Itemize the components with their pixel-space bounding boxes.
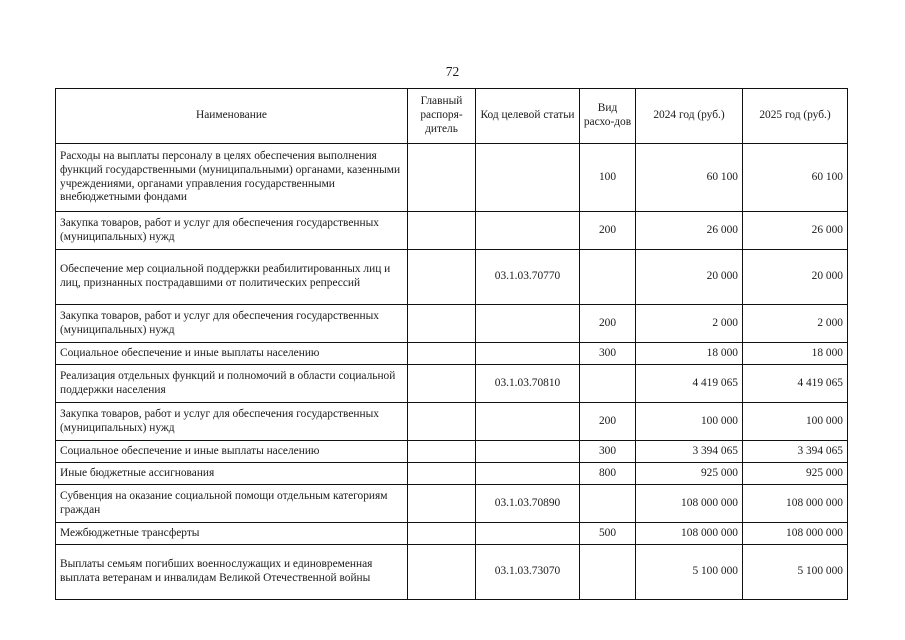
cell-admin xyxy=(408,403,476,441)
table-row xyxy=(56,144,848,212)
cell-admin xyxy=(408,250,476,305)
cell-name: Закупка товаров, работ и услуг для обеспечения государственных (муниципальных) нужд xyxy=(56,305,408,343)
cell-type: 100 xyxy=(580,144,636,212)
cell-2024: 108 000 000 xyxy=(636,485,743,523)
cell-type: 300 xyxy=(580,343,636,365)
cell-name: Иные бюджетные ассигнования xyxy=(56,463,408,485)
cell-2024: 18 000 xyxy=(636,343,743,365)
cell-admin xyxy=(408,343,476,365)
cell-code xyxy=(476,305,580,343)
budget-table xyxy=(55,88,848,600)
cell-admin xyxy=(408,305,476,343)
header-admin: Главный распоря-дитель xyxy=(408,89,476,144)
cell-2024: 2 000 xyxy=(636,305,743,343)
cell-code xyxy=(476,523,580,545)
table-row xyxy=(56,250,848,305)
cell-code xyxy=(476,403,580,441)
table-row xyxy=(56,365,848,403)
cell-admin xyxy=(408,365,476,403)
cell-name: Закупка товаров, работ и услуг для обеспечения государственных (муниципальных) нужд xyxy=(56,212,408,250)
cell-type xyxy=(580,545,636,600)
cell-name: Межбюджетные трансферты xyxy=(56,523,408,545)
cell-type: 200 xyxy=(580,403,636,441)
cell-2024: 26 000 xyxy=(636,212,743,250)
page-number: 72 xyxy=(445,64,460,79)
cell-code: 03.1.03.70770 xyxy=(476,250,580,305)
cell-code xyxy=(476,343,580,365)
cell-2024: 100 000 xyxy=(636,403,743,441)
cell-2024: 20 000 xyxy=(636,250,743,305)
cell-type: 200 xyxy=(580,212,636,250)
cell-name: Выплаты семьям погибших военнослужащих и единовременная выплата ветеранам и инвалидам Великой Отечественной войны xyxy=(56,545,408,600)
cell-name: Социальное обеспечение и иные выплаты населению xyxy=(56,441,408,463)
cell-2025: 2 000 xyxy=(743,305,848,343)
header-2024: 2024 год (руб.) xyxy=(636,89,743,144)
cell-type xyxy=(580,485,636,523)
cell-type: 300 xyxy=(580,441,636,463)
cell-2024: 5 100 000 xyxy=(636,545,743,600)
header-name: Наименование xyxy=(56,89,408,144)
cell-2024: 108 000 000 xyxy=(636,523,743,545)
cell-type xyxy=(580,250,636,305)
cell-2025: 60 100 xyxy=(743,144,848,212)
cell-code: 03.1.03.70810 xyxy=(476,365,580,403)
cell-2024: 925 000 xyxy=(636,463,743,485)
cell-name: Расходы на выплаты персоналу в целях обеспечения выполнения функций государственными (муниципальными) органами, казенными учреждениями, органами управления государственными внебюджетными фондами xyxy=(56,144,408,212)
cell-2024: 4 419 065 xyxy=(636,365,743,403)
table-header-row xyxy=(56,89,848,144)
cell-admin xyxy=(408,144,476,212)
header-code: Код целевой статьи xyxy=(476,89,580,144)
table-row xyxy=(56,545,848,600)
cell-admin xyxy=(408,441,476,463)
header-type: Вид расхо-дов xyxy=(580,89,636,144)
cell-name: Социальное обеспечение и иные выплаты населению xyxy=(56,343,408,365)
cell-2025: 108 000 000 xyxy=(743,523,848,545)
cell-2024: 3 394 065 xyxy=(636,441,743,463)
cell-name: Обеспечение мер социальной поддержки реабилитированных лиц и лиц, признанных пострадавшими от политических репрессий xyxy=(56,250,408,305)
cell-admin xyxy=(408,463,476,485)
table-row xyxy=(56,212,848,250)
table-row xyxy=(56,485,848,523)
cell-2025: 5 100 000 xyxy=(743,545,848,600)
cell-2025: 100 000 xyxy=(743,403,848,441)
cell-code xyxy=(476,144,580,212)
cell-admin xyxy=(408,523,476,545)
cell-2024: 60 100 xyxy=(636,144,743,212)
cell-2025: 3 394 065 xyxy=(743,441,848,463)
cell-code xyxy=(476,212,580,250)
cell-admin xyxy=(408,212,476,250)
cell-2025: 20 000 xyxy=(743,250,848,305)
cell-type: 800 xyxy=(580,463,636,485)
cell-code xyxy=(476,441,580,463)
cell-code: 03.1.03.70890 xyxy=(476,485,580,523)
table-row xyxy=(56,523,848,545)
table-row xyxy=(56,305,848,343)
cell-2025: 925 000 xyxy=(743,463,848,485)
cell-type xyxy=(580,365,636,403)
cell-name: Субвенция на оказание социальной помощи отдельным категориям граждан xyxy=(56,485,408,523)
header-2025: 2025 год (руб.) xyxy=(743,89,848,144)
cell-name: Реализация отдельных функций и полномочий в области социальной поддержки населения xyxy=(56,365,408,403)
table-row xyxy=(56,343,848,365)
table-row xyxy=(56,463,848,485)
cell-admin xyxy=(408,485,476,523)
cell-code xyxy=(476,463,580,485)
cell-code: 03.1.03.73070 xyxy=(476,545,580,600)
cell-type: 500 xyxy=(580,523,636,545)
cell-2025: 18 000 xyxy=(743,343,848,365)
cell-2025: 26 000 xyxy=(743,212,848,250)
cell-type: 200 xyxy=(580,305,636,343)
table-row xyxy=(56,441,848,463)
cell-2025: 108 000 000 xyxy=(743,485,848,523)
table-row xyxy=(56,403,848,441)
cell-admin xyxy=(408,545,476,600)
cell-2025: 4 419 065 xyxy=(743,365,848,403)
cell-name: Закупка товаров, работ и услуг для обеспечения государственных (муниципальных) нужд xyxy=(56,403,408,441)
